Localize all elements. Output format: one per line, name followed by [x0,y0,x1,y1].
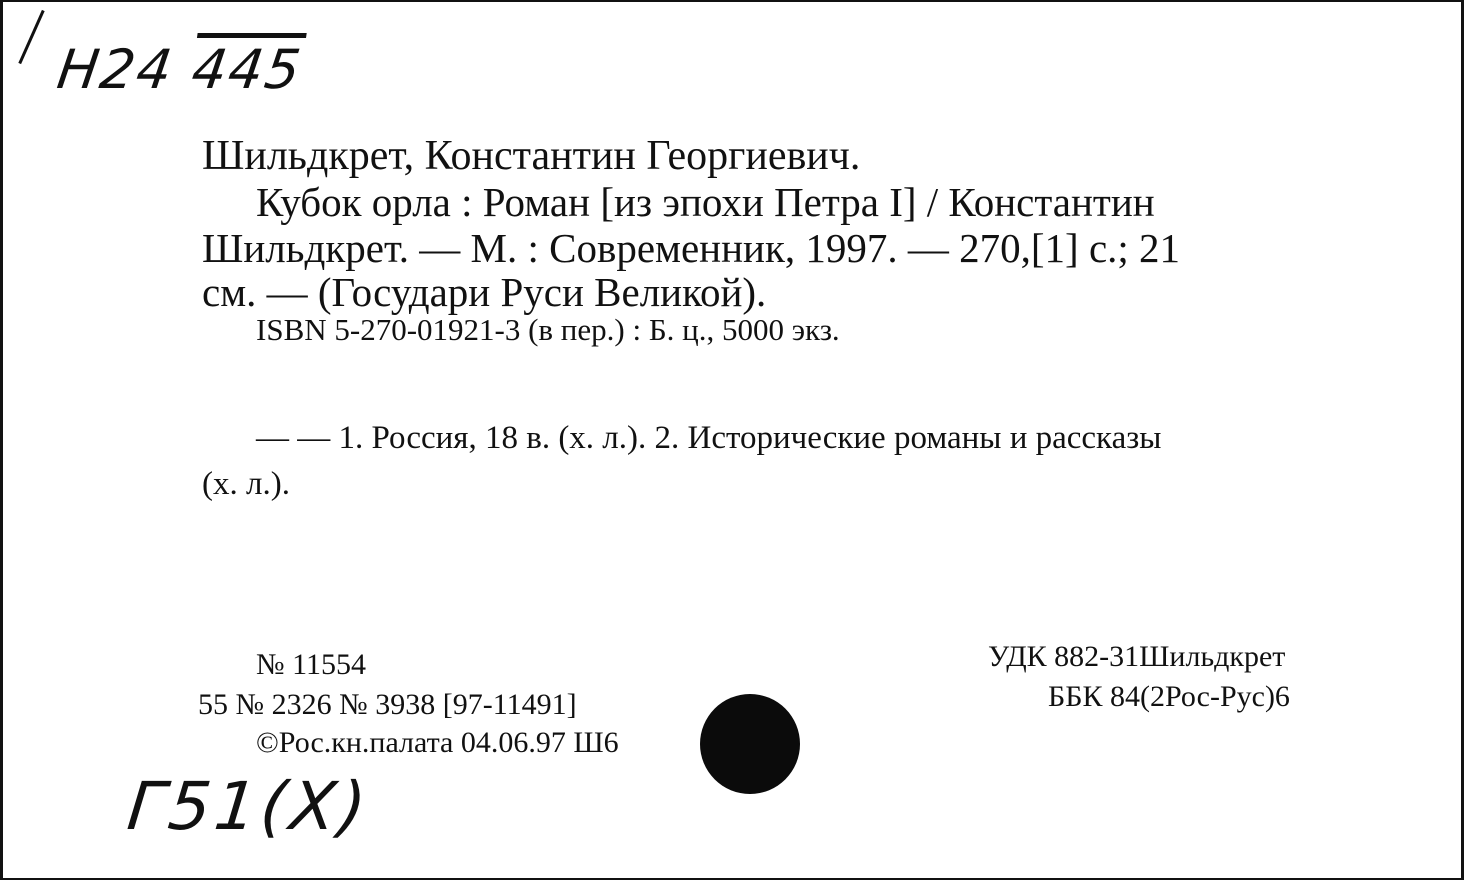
handwritten-tick-mark [18,10,44,64]
handwritten-shelf-mark [54,38,306,101]
udk-classification: УДК 882-31Шильдкрет [988,640,1286,673]
title-line-3: см. — (Государи Руси Великой). [202,269,767,315]
handwritten-number: 445 [188,38,307,101]
handwritten-code: Н24 [53,38,178,101]
isbn-line: ISBN 5-270-01921-3 (в пер.) : Б. ц., 5000 экз. [256,312,840,347]
title-line-1: Кубок орла : Роман [из эпохи Петра I] / Константин [256,179,1155,225]
registration-number: № 11554 [256,648,367,681]
subject-headings-line-2: (х. л.). [202,466,290,502]
card-border-top [0,0,1464,2]
subject-headings-line-1: — — 1. Россия, 18 в. (х. л.). 2. Исторические романы и рассказы [256,420,1162,456]
punch-hole [700,694,800,794]
card-border-left [0,0,3,880]
author-heading: Шильдкрет, Константин Георгиевич. [202,133,861,179]
registration-numbers-line: 55 № 2326 № 3938 [97-11491] [198,688,577,721]
book-chamber-imprint: ©Рос.кн.палата 04.06.97 Ш6 [256,726,619,759]
handwritten-classification: Г51(Х) [123,768,374,845]
bbk-classification: ББК 84(2Рос-Рус)6 [1048,680,1290,713]
title-line-2: Шильдкрет. — М. : Современник, 1997. — 270,[1] с.; 21 [202,225,1181,271]
